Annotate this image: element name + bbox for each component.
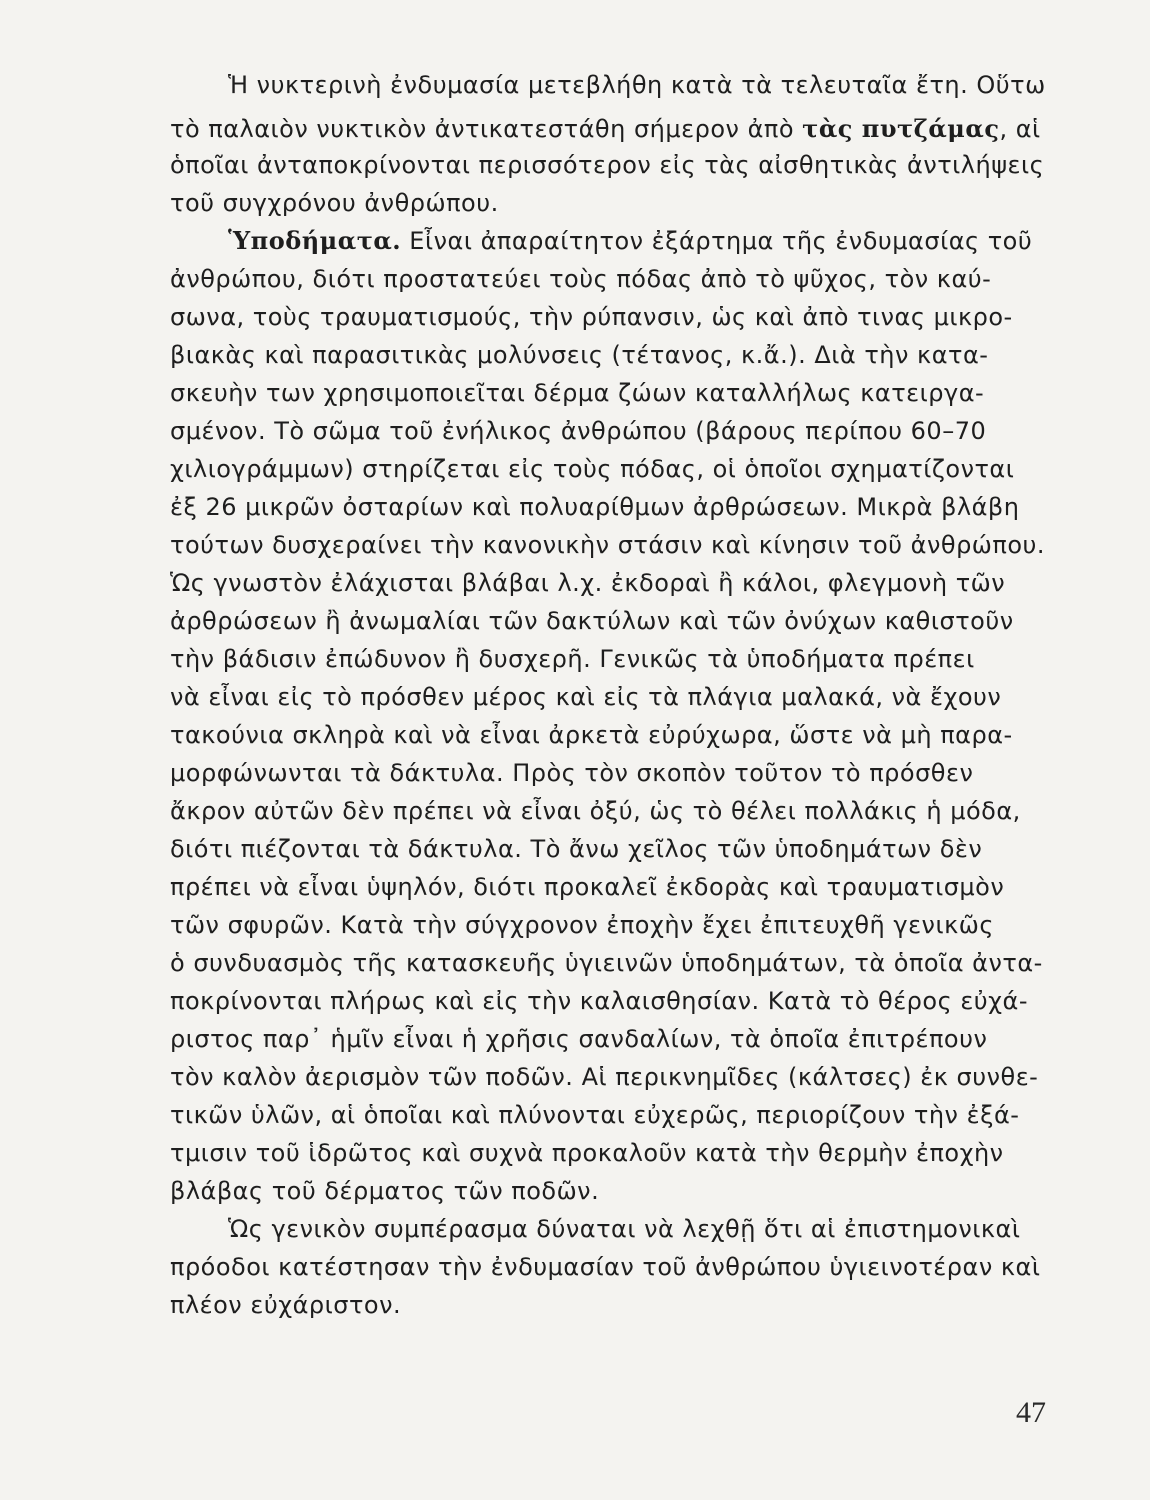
text-line: ἀνθρώπου, διότι προστατεύει τοὺς πόδας ἀπὸ τὸ ψῦχος, τὸν καύ- bbox=[170, 265, 992, 293]
text-line bbox=[170, 114, 1041, 144]
bold-phrase: τὰς πυτζάμας bbox=[802, 114, 1000, 143]
text-line: μορφώνωνται τὰ δάκτυλα. Πρὸς τὸν σκοπὸν τοῦτον τὸ πρόσθεν bbox=[170, 759, 974, 787]
text-line: ριστος παρ᾽ ἡμῖν εἶναι ἡ χρῆσις σανδαλίων, τὰ ὁποῖα ἐπιτρέπουν bbox=[170, 1025, 988, 1053]
section-heading: Ὑποδήματα. bbox=[228, 226, 402, 255]
text-line: ἀρθρώσεων ἢ ἀνωμαλίαι τῶν δακτύλων καὶ τῶν ὀνύχων καθιστοῦν bbox=[170, 607, 1014, 635]
text-line: τικῶν ὑλῶν, αἱ ὁποῖαι καὶ πλύνονται εὐχερῶς, περιορίζουν τὴν ἐξά- bbox=[170, 1101, 1020, 1129]
text-line: πρέπει νὰ εἶναι ὑψηλόν, διότι προκαλεῖ ἐκδορὰς καὶ τραυματισμὸν bbox=[170, 873, 1005, 901]
text-fragment: τὸ παλαιὸν νυκτικὸν ἀντικατεστάθη σήμερον ἀπὸ bbox=[170, 115, 795, 143]
text-line: Ὡς γενικὸν συμπέρασμα δύναται νὰ λεχθῇ ὅτι αἱ ἐπιστημονικαὶ bbox=[228, 1215, 1021, 1243]
page-number: 47 bbox=[1016, 1396, 1046, 1429]
text-line: σωνα, τοὺς τραυματισμούς, τὴν ρύπανσιν, ὡς καὶ ἀπὸ τινας μικρο- bbox=[170, 303, 1013, 331]
text-line: τούτων δυσχεραίνει τὴν κανονικὴν στάσιν καὶ κίνησιν τοῦ ἀνθρώπου. bbox=[170, 531, 1046, 559]
text-line: ὁ συνδυασμὸς τῆς κατασκευῆς ὑγιεινῶν ὑποδημάτων, τὰ ὁποῖα ἀντα- bbox=[170, 949, 1043, 977]
text-line: τοῦ συγχρόνου ἀνθρώπου. bbox=[170, 189, 499, 217]
text-line: βιακὰς καὶ παρασιτικὰς μολύνσεις (τέτανος, κ.ἄ.). Διὰ τὴν κατα- bbox=[170, 341, 989, 369]
text-line: ἐξ 26 μικρῶν ὀσταρίων καὶ πολυαρίθμων ἀρθρώσεων. Μικρὰ βλάβη bbox=[170, 493, 1020, 521]
text-line: Ὡς γνωστὸν ἐλάχισται βλάβαι λ.χ. ἐκδοραὶ ἢ κάλοι, φλεγμονὴ τῶν bbox=[170, 569, 1006, 597]
text-line: ὁποῖαι ἀνταποκρίνονται περισσότερον εἰς τὰς αἰσθητικὰς ἀντιλήψεις bbox=[170, 151, 1045, 179]
text-line: σμένον. Τὸ σῶμα τοῦ ἐνήλικος ἀνθρώπου (βάρους περίπου 60–70 bbox=[170, 417, 987, 445]
text-fragment: , αἱ bbox=[999, 115, 1041, 143]
text-line bbox=[228, 226, 1034, 256]
text-line: ποκρίνονται πλήρως καὶ εἰς τὴν καλαισθησίαν. Κατὰ τὸ θέρος εὐχά- bbox=[170, 987, 1029, 1015]
text-line: νὰ εἶναι εἰς τὸ πρόσθεν μέρος καὶ εἰς τὰ πλάγια μαλακά, νὰ ἔχουν bbox=[170, 683, 1002, 711]
text-line: τὸν καλὸν ἀερισμὸν τῶν ποδῶν. Αἱ περικνημῖδες (κάλτσες) ἐκ συνθε- bbox=[170, 1063, 1039, 1091]
text-line: πρόοδοι κατέστησαν τὴν ἐνδυμασίαν τοῦ ἀνθρώπου ὑγιεινοτέραν καὶ bbox=[170, 1253, 1041, 1281]
text-line: τὴν βάδισιν ἐπώδυνον ἢ δυσχερῆ. Γενικῶς τὰ ὑποδήματα πρέπει bbox=[170, 645, 975, 673]
text-line: βλάβας τοῦ δέρματος τῶν ποδῶν. bbox=[170, 1177, 600, 1205]
text-line: τῶν σφυρῶν. Κατὰ τὴν σύγχρονον ἐποχὴν ἔχει ἐπιτευχθῆ γενικῶς bbox=[170, 911, 994, 939]
text-line: χιλιογράμμων) στηρίζεται εἰς τοὺς πόδας, οἱ ὁποῖοι σχηματίζονται bbox=[170, 455, 1015, 483]
text-line: διότι πιέζονται τὰ δάκτυλα. Τὸ ἄνω χεῖλος τῶν ὑποδημάτων δὲν bbox=[170, 835, 983, 863]
text-line: σκευὴν των χρησιμοποιεῖται δέρμα ζώων καταλλήλως κατειργα- bbox=[170, 379, 985, 407]
text-line: τακούνια σκληρὰ καὶ νὰ εἶναι ἀρκετὰ εὐρύχωρα, ὥστε νὰ μὴ παρα- bbox=[170, 721, 1013, 749]
text-line: τμισιν τοῦ ἱδρῶτος καὶ συχνὰ προκαλοῦν κατὰ τὴν θερμὴν ἐποχὴν bbox=[170, 1139, 1004, 1167]
text-line: Ἡ νυκτερινὴ ἐνδυμασία μετεβλήθη κατὰ τὰ τελευταῖα ἔτη. Οὕτω bbox=[228, 71, 1046, 99]
text-line: ἄκρον αὐτῶν δὲν πρέπει νὰ εἶναι ὀξύ, ὡς τὸ θέλει πολλάκις ἡ μόδα, bbox=[170, 797, 1021, 825]
text-fragment: Εἶναι ἀπαραίτητον ἐξάρτημα τῆς ἐνδυμασίας τοῦ bbox=[401, 227, 1033, 255]
text-line: πλέον εὐχάριστον. bbox=[170, 1291, 402, 1319]
